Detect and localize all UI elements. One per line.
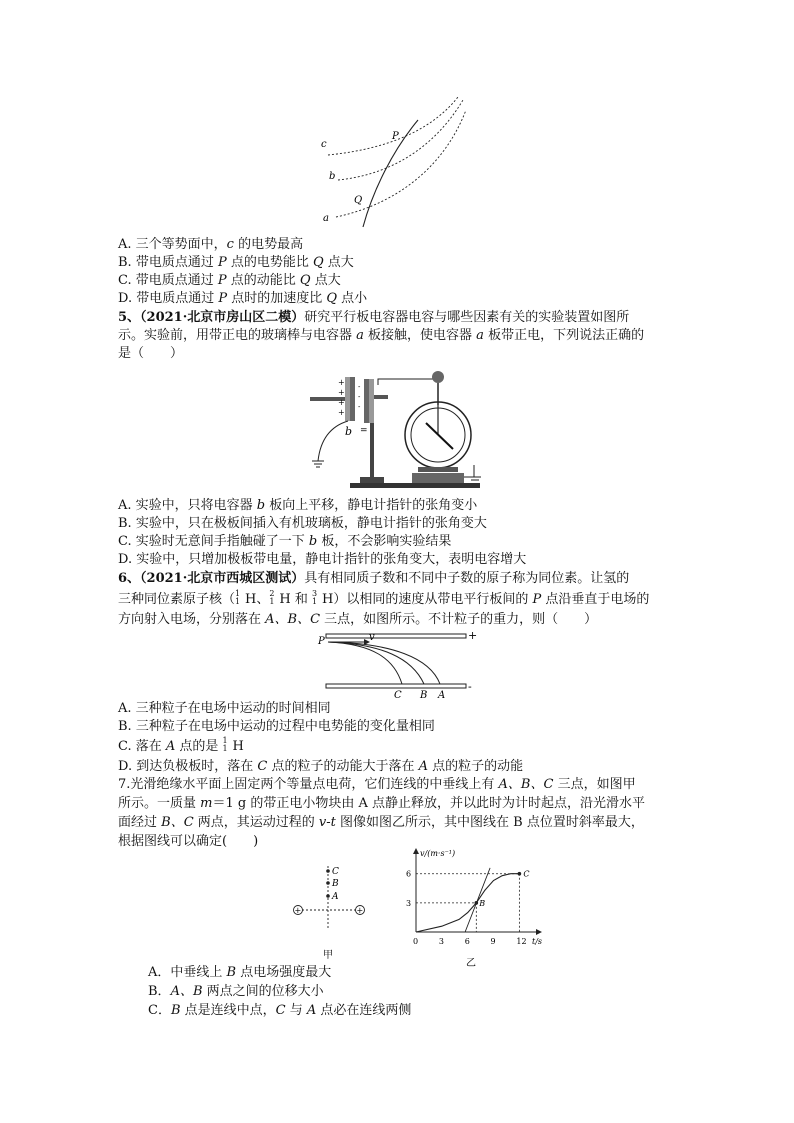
q6-option-b: B. 三种粒子在电场中运动的过程中电势能的变化量相同	[118, 719, 435, 734]
q5-option-b: B. 实验中，只在极板间插入有机玻璃板，静电计指针的张角变大	[118, 516, 487, 531]
y-axis-arrow	[413, 848, 419, 854]
x-tick-label: 3	[438, 937, 444, 946]
label-v: v	[369, 632, 375, 643]
label-A-point: A	[438, 690, 446, 701]
q5-stem-line3: 是（ ）	[118, 346, 184, 361]
q4-option-b: B. 带电质点通过 P 点的电势能比 Q 点大	[118, 255, 354, 270]
equipotential-figure	[318, 95, 468, 230]
isotope-deuterium: 2 1	[269, 589, 275, 606]
q7-stem-line4: 根据图线可以确定( )	[118, 834, 259, 849]
q6-option-d: D. 到达负极板时，落在 C 点的粒子的动能大于落在 A 点的粒子的动能	[118, 759, 524, 774]
capacitor-apparatus-figure	[308, 365, 493, 490]
label-plus: +	[468, 629, 478, 642]
q4-option-a: A. 三个等势面中，c 的电势最高	[118, 237, 304, 252]
q5-stem-line1: 5、（2021·北京市房山区二模）研究平行板电容器电容与哪些因素有关的实验装置如图所	[118, 310, 630, 325]
x-axis-arrow	[536, 929, 542, 935]
y-tick-label: 3	[406, 898, 412, 908]
isotope-tritium: 3 1	[311, 589, 318, 606]
q6-stem-line3: 方向射入电场，分别落在 A、B、C 三点，如图所示。不计粒子的重力，则（ ）	[118, 612, 598, 627]
svg-text:+: +	[338, 408, 345, 417]
q7-option-c: C．B 点是连线中点，C 与 A 点必在连线两侧	[148, 1003, 412, 1018]
x-tick-label: 0	[413, 937, 419, 946]
x-tick-label: 6	[464, 937, 470, 946]
caption-jia: 甲	[323, 950, 333, 961]
label-minus: -	[468, 680, 472, 693]
svg-text:-: -	[358, 393, 361, 401]
label-c: c	[321, 139, 327, 150]
label-plate-b: b	[345, 425, 353, 438]
point-C	[518, 872, 522, 876]
label-P: P	[392, 131, 399, 142]
q5-stem-line2: 示。实验前，用带正电的玻璃棒与电容器 a 板接触，使电容器 a 板带正电，下列说法正确的	[118, 328, 645, 343]
parallel-plate-figure	[312, 628, 480, 700]
label-Q: Q	[354, 195, 363, 206]
q6-option-a: A. 三种粒子在电场中运动的时间相同	[118, 701, 331, 716]
q5-option-c: C. 实验时无意间手指触碰了一下 b 板，不会影响实验结果	[118, 534, 452, 549]
label-C-point: C	[394, 690, 402, 701]
q7-option-a: A．中垂线上 B 点电场强度最大	[148, 965, 332, 980]
y-tick-label: 6	[406, 869, 412, 879]
q7-stem-line1: 7.光滑绝缘水平面上固定两个等量点电荷，它们连线的中垂线上有 A、B、C 三点，如图甲	[118, 777, 636, 792]
caption-yi: 乙	[466, 958, 476, 969]
q6-stem-line1: 6、（2021·北京市西城区测试）具有相同质子数和不同中子数的原子称为同位素。让氢的	[118, 571, 630, 586]
tangent-at-B	[465, 868, 490, 932]
y-axis-label: v/(m·s⁻¹)	[420, 849, 456, 858]
q7-option-b: B．A、B 两点之间的位移大小	[148, 984, 324, 999]
x-tick-label: 9	[490, 937, 496, 946]
figure-jia	[290, 858, 370, 966]
label-a: a	[323, 213, 329, 224]
jia-label-C: C	[332, 867, 339, 877]
jia-label-B: B	[332, 879, 339, 889]
jia-label-A: A	[332, 892, 339, 902]
q7-stem-line3: 面经过 B、C 两点，其运动过程的 v-t 图像如图乙所示，其中图线在 B 点位置时斜率最大，	[118, 815, 644, 830]
x-axis-label: t/s	[532, 937, 543, 946]
charge-left: +	[294, 906, 302, 915]
svg-text:-: -	[358, 403, 361, 411]
charge-right: +	[356, 906, 364, 915]
point-C-label: C	[523, 869, 530, 879]
label-P-point: P	[318, 636, 325, 647]
figure-yi-vt-chart	[398, 849, 548, 970]
q4-option-d: D. 带电质点通过 P 点时的加速度比 Q 点小	[118, 291, 368, 306]
label-b: b	[329, 171, 336, 182]
svg-text:=: =	[360, 426, 368, 436]
x-tick-label: 12	[516, 937, 527, 946]
point-B	[475, 901, 479, 905]
q5-option-d: D. 实验中，只增加极板带电量，静电计指针的张角变大，表明电容增大	[118, 552, 527, 567]
isotope-protium: 1 1	[235, 589, 241, 606]
svg-text:+: +	[338, 388, 345, 397]
q5-option-a: A. 实验中，只将电容器 b 板向上平移，静电计指针的张角变小	[118, 498, 478, 513]
vt-curve	[416, 874, 519, 932]
svg-text:-: -	[358, 383, 361, 391]
svg-text:+: +	[338, 398, 345, 407]
point-B-label: B	[479, 898, 486, 908]
q6-stem-line2: 三种同位素原子核（ 1 1 H、 2 1 H 和 3 1 H）以相同的速度从带电平行板间的 P 点沿垂直于电场的	[118, 589, 650, 607]
q7-stem-line2: 所示。一质量 m＝1 g 的带正电小物块由 A 点静止释放，并以此时为计时起点，沿光滑水平	[118, 796, 645, 811]
q6-option-c: C. 落在 A 点的是 1 1 H	[118, 736, 244, 754]
q4-option-c: C. 带电质点通过 P 点的动能比 Q 点大	[118, 273, 341, 288]
svg-text:+: +	[338, 378, 345, 387]
label-B-point: B	[420, 690, 428, 701]
